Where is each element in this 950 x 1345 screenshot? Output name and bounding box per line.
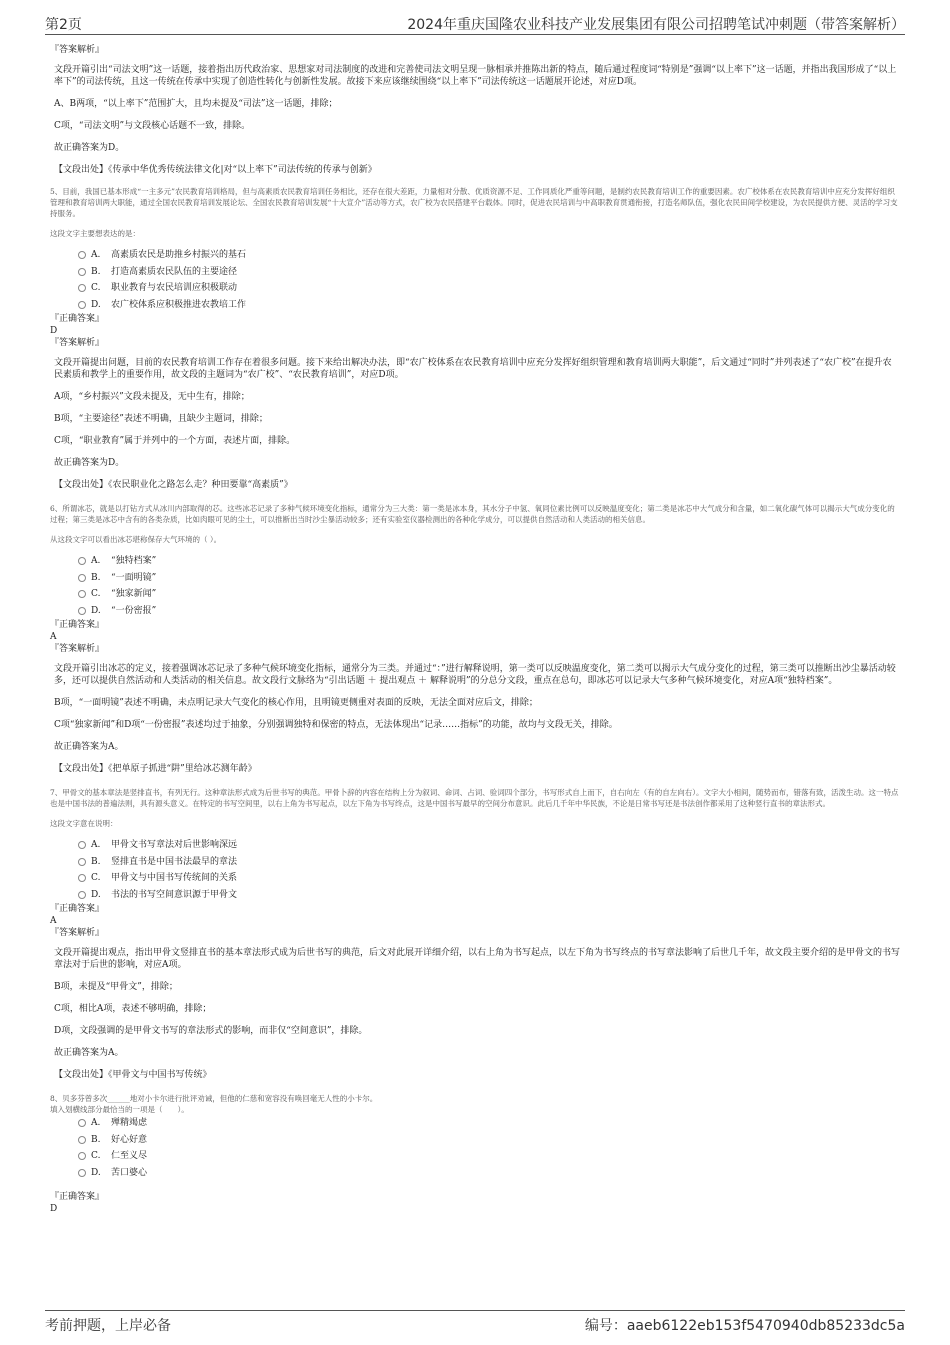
option-b[interactable]: B. “一面明镜”	[50, 570, 900, 587]
option-a[interactable]: A. 甲骨文书写章法对后世影响深远	[50, 837, 900, 854]
radio-icon[interactable]	[78, 1136, 86, 1144]
analysis-label: 『答案解析』	[50, 338, 105, 348]
document-title: 2024年重庆国隆农业科技产业发展集团有限公司招聘笔试冲刺题（带答案解析）	[407, 17, 905, 33]
radio-icon[interactable]	[78, 557, 86, 565]
correct-answer-label: 『正确答案』	[50, 314, 105, 324]
analysis-paragraph: B项，“主要途径”表述不明确，且缺少主题词，排除；	[54, 414, 268, 424]
analysis-label: 『答案解析』	[50, 644, 105, 654]
question-stem: 8、贝多芬曾多次______地对小卡尔进行批评劝诫，但他的仁慈和宽容没有唤回毫无人性的小卡尔。	[50, 1094, 378, 1103]
footer-slogan: 考前押题，上岸必备	[45, 1318, 171, 1334]
source-citation: 【文段出处】《把单原子抓进“阱”里给冰芯测年龄》	[54, 764, 257, 774]
page-content	[50, 44, 900, 1215]
source-citation: 【文段出处】《传承中华优秀传统法律文化|对“以上率下”司法传统的传承与创新》	[54, 165, 377, 175]
radio-icon[interactable]	[78, 301, 86, 309]
question-prompt: 从这段文字可以看出冰芯堪称保存大气环境的（ ）。	[50, 535, 222, 544]
option-b[interactable]: B. 打造高素质农民队伍的主要途径	[50, 264, 900, 281]
analysis-paragraph: 故正确答案为A。	[54, 1048, 124, 1058]
analysis-paragraph: C项，相比A项，表述不够明确，排除；	[54, 1004, 212, 1014]
source-citation: 【文段出处】《甲骨文与中国书写传统》	[54, 1070, 212, 1080]
radio-icon[interactable]	[78, 1119, 86, 1127]
option-d[interactable]: D. 苦口婆心	[50, 1165, 900, 1182]
correct-answer-label: 『正确答案』	[50, 904, 105, 914]
radio-icon[interactable]	[78, 874, 86, 882]
correct-answer: D	[50, 1204, 58, 1214]
radio-icon[interactable]	[78, 574, 86, 582]
question-prompt: 这段文字主要想表达的是：	[50, 229, 140, 238]
radio-icon[interactable]	[78, 1152, 86, 1160]
radio-icon[interactable]	[78, 1169, 86, 1177]
analysis-paragraph: B项，“一面明镜”表述不明确，未点明记录大气变化的核心作用，且明镜更侧重对表面的反映，无法全面对应后文，排除；	[54, 698, 538, 708]
radio-icon[interactable]	[78, 891, 86, 899]
page-number: 第2页	[45, 17, 82, 33]
correct-answer: D	[50, 326, 58, 336]
analysis-paragraph: 文段开篇引出“司法文明”这一话题，接着指出历代政治家、思想家对司法制度的改进和完善使司法文明呈现一脉相承并推陈出新的特点，随后通过程度词“特别是”强调“以上率下”这一话题，并指出我国形成了“以上率下”的司法传统，且这一传统在传承中实现了创造性转化与创新性发展。故接下来应该继续围绕“以上率下”司法传统这一话题展开论述，对应D项。	[54, 65, 897, 87]
option-c[interactable]: C. “独家新闻”	[50, 586, 900, 603]
analysis-paragraph: A项，“乡村振兴”文段未提及，无中生有，排除；	[54, 392, 250, 402]
option-b[interactable]: B. 好心好意	[50, 1132, 900, 1149]
correct-answer: A	[50, 632, 57, 642]
radio-icon[interactable]	[78, 590, 86, 598]
analysis-paragraph: 故正确答案为D。	[54, 143, 125, 153]
question-stem: 5、目前，我国已基本形成“一主多元”农民教育培训格局，但与高素质农民教育培训任务相比，还存在很大差距，力量相对分散、优质资源不足、工作同质化严重等问题，是制约农民教育培训工作的重要因素。农广校体系在农民教育培训中应充分发挥好组织管理和教育培训两大职能，通过全国农民教育培训发展论坛、全国农民教育培训发展“十大宣介”活动等方式，农广校为农民搭建平台载体。同时，促进农民培训与中高职教育贯通衔接，打造名师队伍，强化农民田间学校建设，为农民提供方便、灵活的学习支持服务。	[50, 187, 898, 218]
radio-icon[interactable]	[78, 607, 86, 615]
analysis-paragraph: 故正确答案为A。	[54, 742, 124, 752]
page-footer	[45, 1310, 905, 1337]
analysis-paragraph: 故正确答案为D。	[54, 458, 125, 468]
analysis-paragraph: 文段开篇提出观点，指出甲骨文竖排直书的基本章法形式成为后世书写的典范，后文对此展开详细介绍，以右上角为书写起点，以左下角为书写终点的书写章法影响了后世几千年，故文段主要介绍的是甲骨文的书写章法对于后世的影响，对应A项。	[54, 948, 901, 970]
radio-icon[interactable]	[78, 251, 86, 259]
option-a[interactable]: A. “独特档案”	[50, 553, 900, 570]
radio-icon[interactable]	[78, 858, 86, 866]
question-stem: 6、所谓冰芯，就是以打钻方式从冰川内部取得的芯。这些冰芯记录了多种气候环境变化指标，通常分为三大类：第一类是冰本身，其水分子中氢、氧同位素比例可以反映温度变化；第二类是冰芯中大气成分和含量，如二氧化碳气体可以揭示大气成分变化的过程；第三类是冰芯中含有的各类杂质，比如肉眼可见的尘土，可以推断出当时沙尘暴活动较多；还有实验室仪器检测出的各种化学成分，可以提供自然活动和人类活动的相关信息。	[50, 504, 895, 524]
radio-icon[interactable]	[78, 841, 86, 849]
question-stem: 7、甲骨文的基本章法是竖排直书，有列无行。这种章法形式成为后世书写的典范。甲骨卜辞的内容在结构上分为叙词、命词、占词、验词四个部分，书写形式自上而下，自右向左（有的自左向右）。文字大小相间，随势而布，错落有致，活泼生动。这一特点也是中国书法的普遍法则，具有源头意义。在特定的书写空间里，以右上角为书写起点，以左下角为书写终点，这是中国书写最早的空间分布意识。此后几千年中华民族，不论是日常书写还是书法创作都采用了这种竖行直书的章法形式。	[50, 788, 899, 808]
source-citation: 【文段出处】《农民职业化之路怎么走？种田要靠“高素质”》	[54, 480, 293, 490]
document-code: 编号：aaeb6122eb153f5470940db85233dc5a	[584, 1318, 905, 1334]
question-prompt: 这段文字意在说明：	[50, 819, 118, 828]
page-header	[45, 12, 905, 35]
option-a[interactable]: A. 殚精竭虑	[50, 1115, 900, 1132]
analysis-label: 『答案解析』	[50, 45, 105, 55]
analysis-paragraph: 文段开篇引出冰芯的定义，接着强调冰芯记录了多种气候环境变化指标，通常分为三类。并通过“：”进行解释说明，第一类可以反映温度变化，第二类可以揭示大气成分变化的过程，第三类可以推断出沙尘暴活动较多，还可以提供自然活动和人类活动的相关信息。故文段行文脉络为“引出话题 ＋ 提出观点 ＋ 解释说明”的分总分文段，重点在总句，即冰芯可以记录大气多种气候环境变化，对应A项“独特档案”。	[54, 664, 896, 686]
option-a[interactable]: A. 高素质农民是助推乡村振兴的基石	[50, 247, 900, 264]
analysis-paragraph: C项，“职业教育”属于并列中的一个方面，表述片面，排除。	[54, 436, 296, 446]
correct-answer-label: 『正确答案』	[50, 1192, 105, 1202]
analysis-paragraph: D项，文段强调的是甲骨文书写的章法形式的影响，而非仅“空间意识”，排除。	[54, 1026, 368, 1036]
option-d[interactable]: D. 书法的书写空间意识源于甲骨文	[50, 887, 900, 904]
radio-icon[interactable]	[78, 268, 86, 276]
analysis-paragraph: B项，未提及“甲骨文”，排除；	[54, 982, 178, 992]
analysis-paragraph: C项，“司法文明”与文段核心话题不一致，排除。	[54, 121, 251, 131]
analysis-paragraph: C项“独家新闻”和D项“一份密报”表述均过于抽象，分别强调独特和保密的特点，无法体现出“记录……指标”的功能，故均与文段无关，排除。	[54, 720, 618, 730]
analysis-label: 『答案解析』	[50, 928, 105, 938]
option-d[interactable]: D. 农广校体系应积极推进农教培工作	[50, 297, 900, 314]
option-c[interactable]: C. 甲骨文与中国书写传统间的关系	[50, 870, 900, 887]
radio-icon[interactable]	[78, 284, 86, 292]
option-c[interactable]: C. 职业教育与农民培训应积极联动	[50, 280, 900, 297]
question-prompt: 填入划横线部分最恰当的一项是（ ）。	[50, 1105, 189, 1114]
option-c[interactable]: C. 仁至义尽	[50, 1148, 900, 1165]
option-b[interactable]: B. 竖排直书是中国书法最早的章法	[50, 854, 900, 871]
analysis-paragraph: A、B两项，“以上率下”范围扩大，且均未提及“司法”这一话题，排除；	[54, 99, 338, 109]
option-d[interactable]: D. “一份密报”	[50, 603, 900, 620]
correct-answer: A	[50, 916, 57, 926]
correct-answer-label: 『正确答案』	[50, 620, 105, 630]
analysis-paragraph: 文段开篇提出问题，目前的农民教育培训工作存在着很多问题。接下来给出解决办法，即“农广校体系在农民教育培训中应充分发挥好组织管理和教育培训两大职能”，后文通过“同时”并列表述了“农广校”在提升农民素质和教学上的重要作用，故文段的主题词为“农广校”、“农民教育培训”，对应D项。	[54, 358, 892, 380]
